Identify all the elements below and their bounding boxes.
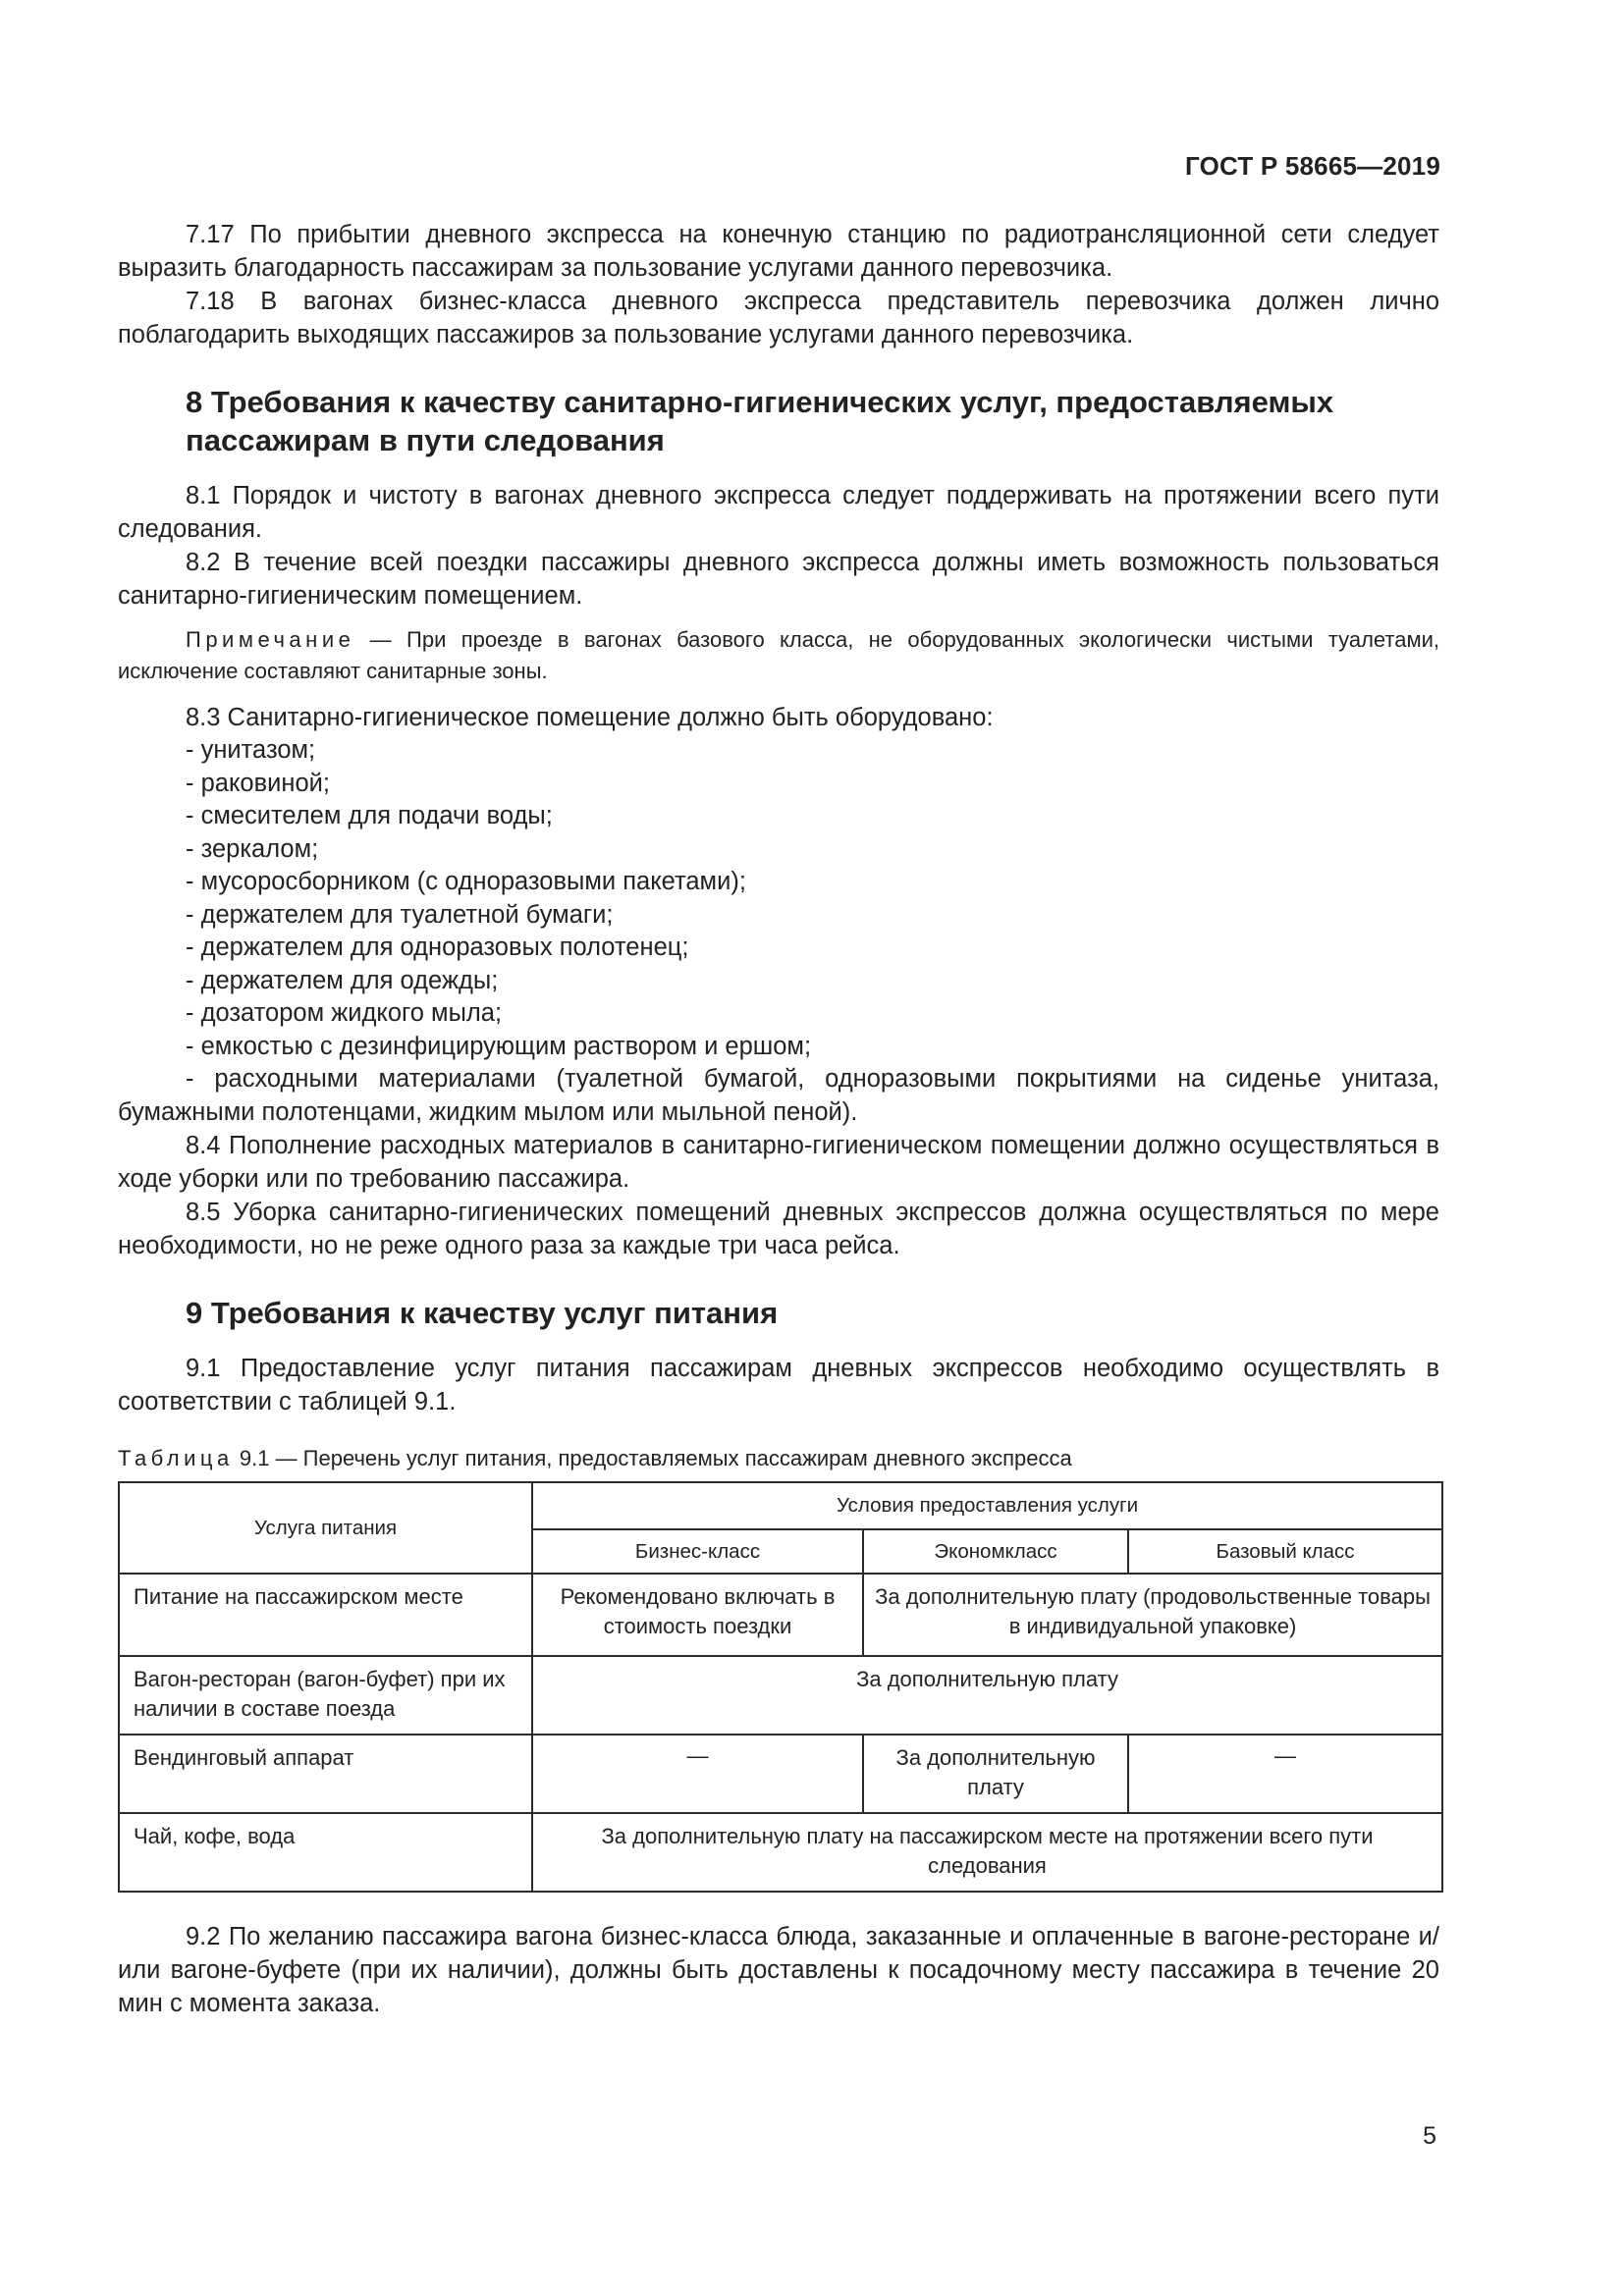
list-item: - держателем для одежды; [186,966,499,994]
list-item: - смесителем для подачи воды; [186,802,553,829]
table-row [119,1735,1442,1813]
header-service: Услуга питания [119,1482,532,1574]
table-row [119,1813,1442,1892]
paragraph-8-1: 8.1 Порядок и чистоту в вагонах дневного экспресса следует поддерживать на протяжении всего пути следования. [118,482,1439,543]
header-economy-class: Экономкласс [863,1529,1128,1574]
list-item: - раковиной; [186,769,330,797]
paragraph-8-3: 8.3 Санитарно-гигиеническое помещение должно быть оборудовано: [186,704,994,731]
table-cell: За дополнительную плату [863,1735,1128,1813]
table-cell: Вендинговый аппарат [119,1735,532,1813]
page-number: 5 [1423,2122,1436,2150]
paragraph-8-2: 8.2 В течение всей поездки пассажиры дневного экспресса должны иметь возможность пользоваться санитарно-гигиеническим помещением. [118,549,1439,610]
list-item: - мусоросборником (с одноразовыми пакетами); [186,868,746,895]
list-item: - держателем для туалетной бумаги; [186,900,614,929]
food-services-table [118,1481,1443,1893]
table-cell: Вагон-ресторан (вагон-буфет) при их наличии в составе поезда [119,1656,532,1735]
table-cell: — [532,1735,863,1813]
paragraph-8-5: 8.5 Уборка санитарно-гигиенических помещений дневных экспрессов должна осуществляться по мере необходимости, но не реже одного раза за каждые три часа рейса. [118,1199,1439,1259]
list-item: - расходными материалами (туалетной бумагой, одноразовыми покрытиями на сиденье унитаза, бумажными полотенцами, жидким мылом или мыльной пеной). [118,1065,1439,1126]
paragraph-9-1: 9.1 Предоставление услуг питания пассажирам дневных экспрессов необходимо осуществлять в соответствии с таблицей 9.1. [118,1355,1439,1415]
table-cell: Рекомендовано включать в стоимость поездки [532,1574,863,1656]
page-content [118,218,1439,2020]
list-item: - дозатором жидкого мыла; [186,999,503,1027]
table-cell: За дополнительную плату [532,1656,1442,1735]
list-item: - держателем для одноразовых полотенец; [186,934,689,961]
header-conditions: Условия предоставления услуги [532,1482,1442,1529]
list-item: - зеркалом; [186,834,319,863]
table-row [119,1574,1442,1656]
section-9-heading: 9 Требования к качеству услуг питания [186,1296,779,1330]
header-basic-class: Базовый класс [1128,1529,1442,1574]
table-caption [118,1444,1439,1473]
equipment-list [118,734,1439,1129]
paragraph-8-4: 8.4 Пополнение расходных материалов в санитарно-гигиеническом помещении должно осуществляться в ходе уборки или по требованию пассажира. [118,1132,1439,1193]
section-8-heading: 8 Требования к качеству санитарно-гигиенических услуг, предоставляемых пассажирам в пути следования [186,385,1334,457]
paragraph-9-2: 9.2 По желанию пассажира вагона бизнес-класса блюда, заказанные и оплаченные в вагоне-ресторане и/или вагоне-буфете (при их наличии), должны быть доставлены к посадочному месту пассажира в течение 20 мин с момента заказа. [118,1923,1439,2017]
table-cell: — [1128,1735,1442,1813]
list-item: - унитазом; [186,736,316,764]
document-code: ГОСТ Р 58665—2019 [1185,151,1440,181]
paragraph-7-18: 7.18 В вагонах бизнес-класса дневного экспресса представитель перевозчика должен лично поблагодарить выходящих пассажиров за пользование услугами данного перевозчика. [118,288,1439,348]
header-business-class: Бизнес-класс [532,1529,863,1574]
list-item: - емкостью с дезинфицирующим раствором и ершом; [186,1032,812,1060]
table-cell: За дополнительную плату (продовольственные товары в индивидуальной упаковке) [863,1574,1442,1656]
table-caption-label: Таблица [118,1446,234,1470]
table-cell: За дополнительную плату на пассажирском месте на протяжении всего пути следования [532,1813,1442,1892]
table-row [119,1656,1442,1735]
table-cell: Питание на пассажирском месте [119,1574,532,1656]
table-cell: Чай, кофе, вода [119,1813,532,1892]
paragraph-7-17: 7.17 По прибытии дневного экспресса на конечную станцию по радиотрансляционной сети следует выразить благодарность пассажирам за пользование услугами данного перевозчика. [118,221,1439,282]
table-caption-text: 9.1 — Перечень услуг питания, предоставляемых пассажирам дневного экспресса [233,1446,1072,1470]
note-label: Примечание [186,627,355,652]
note [118,624,1439,687]
note-text: — При проезде в вагонах базового класса, не оборудованных экологически чистыми туалетами, исключение составляют санитарные зоны. [118,627,1439,683]
